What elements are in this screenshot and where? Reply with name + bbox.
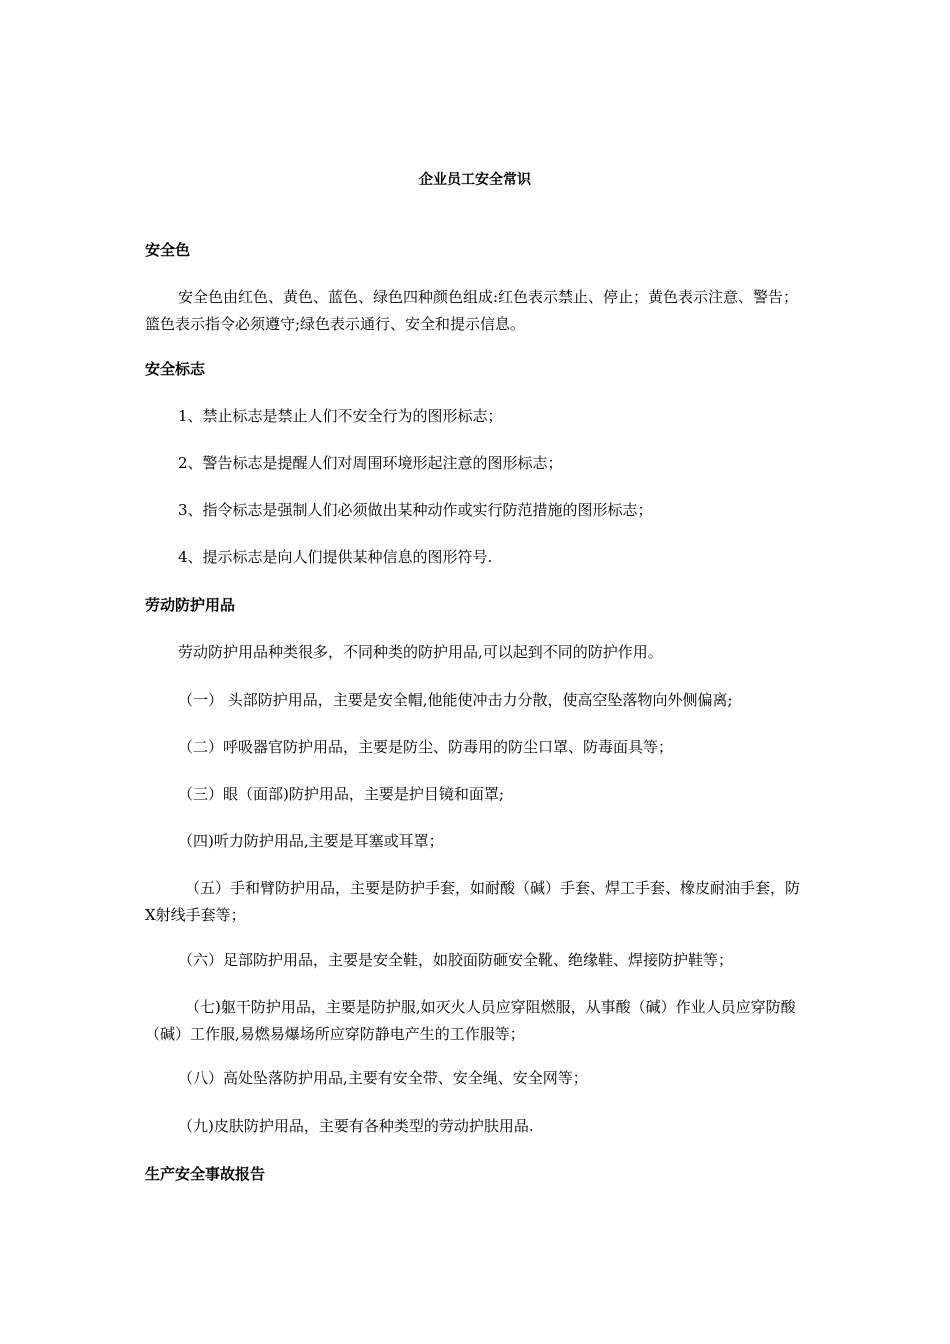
safety-sign-item-2: 2、警告标志是提醒人们对周围环境形起注意的图形标志； xyxy=(178,454,563,472)
protective-item-6: （六）足部防护用品，主要是安全鞋，如胶面防砸安全靴、绝缘鞋、焊接防护鞋等； xyxy=(178,951,734,969)
protective-item-8: （八）高处坠落防护用品,主要有安全带、安全绳、安全网等； xyxy=(178,1069,588,1087)
section-heading-protective-equipment: 劳动防护用品 xyxy=(145,596,236,614)
protective-item-2: （二）呼吸器官防护用品，主要是防尘、防毒用的防尘口罩、防毒面具等； xyxy=(178,738,674,756)
protective-equipment-intro: 劳动防护用品种类很多，不同种类的防护用品,可以起到不同的防护作用。 xyxy=(178,643,663,661)
safety-colors-paragraph: 安全色由红色、黄色、蓝色、绿色四种颜色组成:红色表示禁止、停止；黄色表示注意、警告；篮色表示指令必须遵守;绿色表示通行、安全和提示信息。 xyxy=(145,288,799,333)
protective-item-7: （七)躯干防护用品，主要是防护服,如灭火人员应穿阻燃服，从事酸（碱）作业人员应穿防酸（碱）工作服,易燃易爆场所应穿防静电产生的工作服等； xyxy=(145,998,796,1043)
protective-item-4: （四)听力防护用品,主要是耳塞或耳罩； xyxy=(178,832,444,850)
section-heading-safety-signs: 安全标志 xyxy=(145,360,206,378)
safety-sign-item-3: 3、指令标志是强制人们必须做出某种动作或实行防范措施的图形标志； xyxy=(178,501,653,519)
protective-item-9: （九)皮肤防护用品，主要有各种类型的劳动护肤用品. xyxy=(178,1117,534,1135)
protective-item-5: （五）手和臂防护用品，主要是防护手套，如耐酸（碱）手套、焊工手套、橡皮耐油手套，防X射线手套等； xyxy=(145,879,801,924)
safety-sign-item-4: 4、提示标志是向人们提供某种信息的图形符号. xyxy=(178,548,493,566)
protective-item-3: （三）眼（面部)防护用品，主要是护目镜和面罩; xyxy=(178,785,504,803)
document-title: 企业员工安全常识 xyxy=(419,172,531,188)
protective-item-1: （一） 头部防护用品，主要是安全帽,他能使冲击力分散，使高空坠落物向外侧偏离; xyxy=(178,691,733,709)
section-heading-safety-colors: 安全色 xyxy=(145,241,191,259)
safety-sign-item-1: 1、禁止标志是禁止人们不安全行为的图形标志； xyxy=(178,407,503,425)
section-heading-accident-report: 生产安全事故报告 xyxy=(145,1165,266,1183)
